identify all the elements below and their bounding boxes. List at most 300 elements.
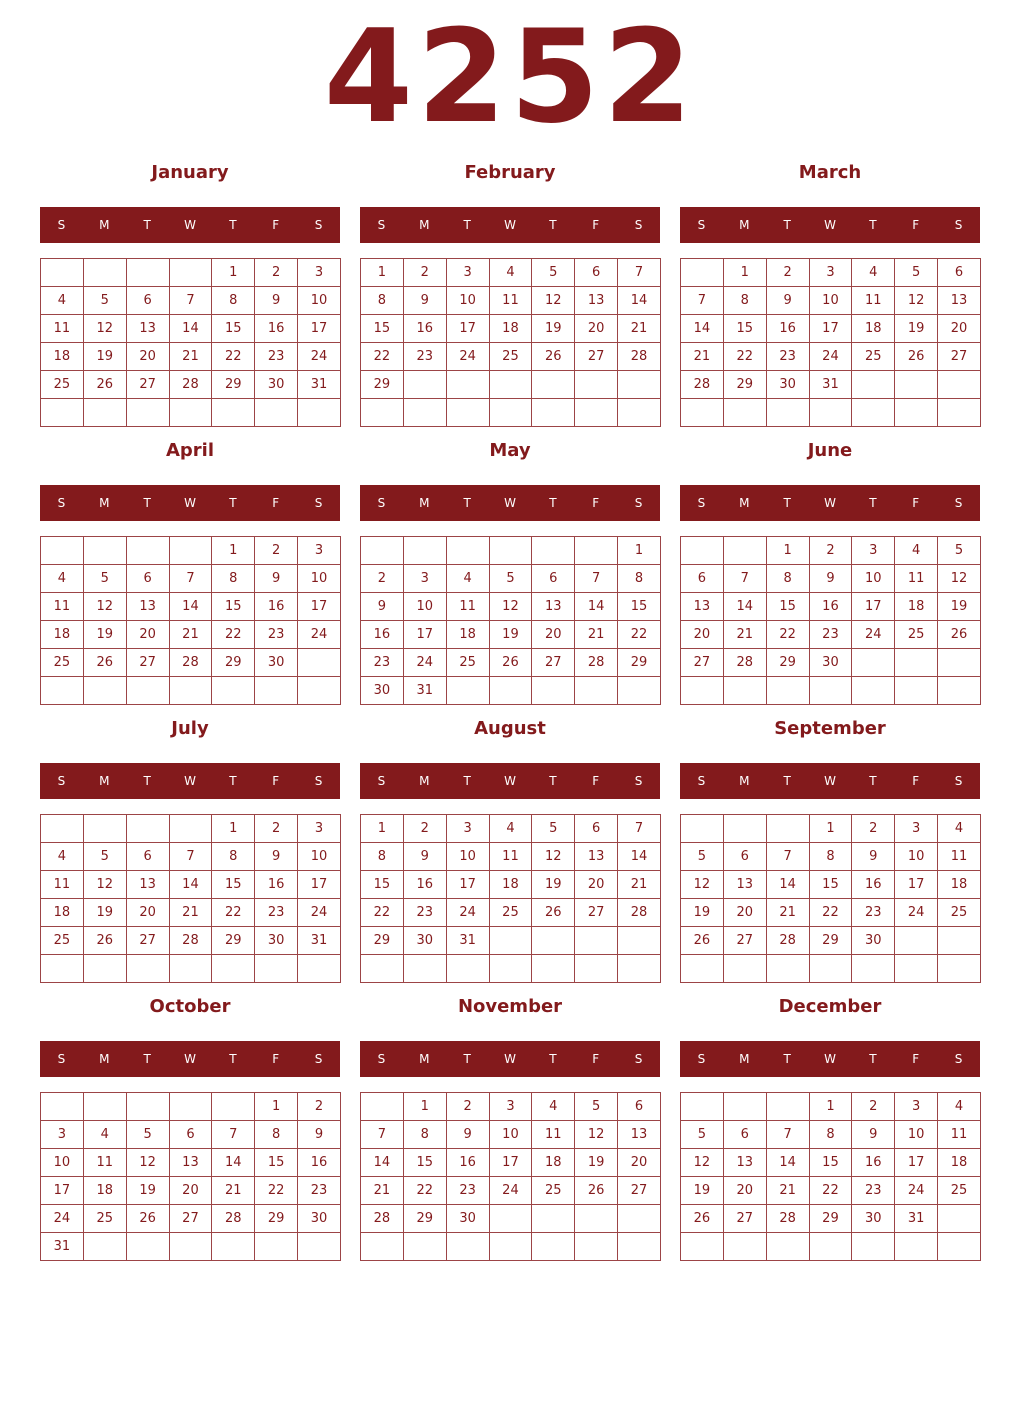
empty-cell xyxy=(212,399,255,427)
week-row xyxy=(361,815,661,843)
day-grid xyxy=(680,814,981,983)
day-cell: 13 xyxy=(126,315,169,343)
day-cell: 30 xyxy=(766,371,809,399)
day-cell: 17 xyxy=(298,593,341,621)
weekday-label: F xyxy=(912,1052,920,1066)
day-cell: 8 xyxy=(212,287,255,315)
week-row xyxy=(681,371,981,399)
day-cell: 16 xyxy=(852,1149,895,1177)
week-row xyxy=(361,537,661,565)
week-row xyxy=(361,1177,661,1205)
week-row xyxy=(361,927,661,955)
empty-cell xyxy=(446,1233,489,1261)
day-cell: 4 xyxy=(41,843,84,871)
empty-cell xyxy=(169,1233,212,1261)
month-february xyxy=(360,158,660,427)
week-row xyxy=(41,565,341,593)
day-cell: 1 xyxy=(361,815,404,843)
day-cell: 2 xyxy=(255,537,298,565)
week-row xyxy=(41,621,341,649)
empty-cell xyxy=(489,927,532,955)
day-cell: 17 xyxy=(852,593,895,621)
day-cell: 11 xyxy=(489,843,532,871)
day-cell: 28 xyxy=(618,899,661,927)
day-cell: 11 xyxy=(938,843,981,871)
day-cell: 9 xyxy=(403,287,446,315)
week-row xyxy=(361,565,661,593)
week-row xyxy=(41,315,341,343)
empty-cell xyxy=(126,537,169,565)
day-cell: 20 xyxy=(618,1149,661,1177)
weekday-label: T xyxy=(549,218,557,232)
day-cell: 26 xyxy=(575,1177,618,1205)
day-cell: 2 xyxy=(255,259,298,287)
day-cell: 23 xyxy=(766,343,809,371)
week-row xyxy=(361,899,661,927)
month-name: September xyxy=(774,718,886,739)
empty-cell xyxy=(938,649,981,677)
weekday-label: S xyxy=(314,1052,323,1066)
weekday-label: T xyxy=(229,218,237,232)
day-cell: 20 xyxy=(126,343,169,371)
weekday-label: F xyxy=(912,496,920,510)
day-cell: 10 xyxy=(809,287,852,315)
weekday-label: S xyxy=(954,774,963,788)
day-cell: 26 xyxy=(83,649,126,677)
day-cell: 18 xyxy=(446,621,489,649)
day-cell: 30 xyxy=(255,927,298,955)
empty-cell xyxy=(938,399,981,427)
empty-cell xyxy=(83,1233,126,1261)
day-cell: 19 xyxy=(532,315,575,343)
week-row xyxy=(361,871,661,899)
day-cell: 15 xyxy=(361,871,404,899)
day-cell: 3 xyxy=(852,537,895,565)
day-cell: 14 xyxy=(169,315,212,343)
day-cell: 8 xyxy=(618,565,661,593)
empty-cell xyxy=(575,1205,618,1233)
day-cell: 19 xyxy=(83,899,126,927)
empty-cell xyxy=(766,1233,809,1261)
day-cell: 6 xyxy=(126,287,169,315)
week-row xyxy=(681,1205,981,1233)
day-cell: 1 xyxy=(212,537,255,565)
day-cell: 18 xyxy=(489,315,532,343)
day-cell: 1 xyxy=(809,1093,852,1121)
day-cell: 23 xyxy=(852,899,895,927)
weekday-label: M xyxy=(99,774,110,788)
day-cell: 8 xyxy=(212,843,255,871)
day-cell: 22 xyxy=(361,899,404,927)
empty-cell xyxy=(618,927,661,955)
day-cell: 13 xyxy=(575,843,618,871)
week-row xyxy=(681,621,981,649)
empty-cell xyxy=(41,259,84,287)
day-cell: 20 xyxy=(938,315,981,343)
week-row xyxy=(41,371,341,399)
week-row xyxy=(41,343,341,371)
day-cell: 2 xyxy=(446,1093,489,1121)
week-row xyxy=(41,259,341,287)
day-cell: 16 xyxy=(852,871,895,899)
week-row xyxy=(361,677,661,705)
week-row xyxy=(681,1233,981,1261)
day-cell: 10 xyxy=(41,1149,84,1177)
empty-cell xyxy=(852,371,895,399)
day-cell: 27 xyxy=(532,649,575,677)
empty-cell xyxy=(532,399,575,427)
day-cell: 26 xyxy=(681,927,724,955)
month-january xyxy=(40,158,340,427)
empty-cell xyxy=(169,259,212,287)
week-row xyxy=(681,955,981,983)
day-cell: 8 xyxy=(361,287,404,315)
day-cell: 5 xyxy=(532,259,575,287)
day-cell: 15 xyxy=(403,1149,446,1177)
weekday-header xyxy=(680,1041,980,1077)
day-cell: 25 xyxy=(489,899,532,927)
day-cell: 22 xyxy=(618,621,661,649)
empty-cell xyxy=(938,677,981,705)
weekday-label: F xyxy=(912,218,920,232)
week-row xyxy=(361,343,661,371)
day-grid xyxy=(40,258,341,427)
day-cell: 5 xyxy=(532,815,575,843)
empty-cell xyxy=(255,399,298,427)
day-cell: 6 xyxy=(126,565,169,593)
day-cell: 12 xyxy=(532,843,575,871)
day-cell: 6 xyxy=(169,1121,212,1149)
day-cell: 4 xyxy=(83,1121,126,1149)
weekday-label: T xyxy=(869,496,877,510)
day-cell: 27 xyxy=(126,649,169,677)
day-cell: 9 xyxy=(852,843,895,871)
weekday-label: S xyxy=(57,1052,66,1066)
day-cell: 28 xyxy=(169,649,212,677)
day-cell: 21 xyxy=(169,343,212,371)
month-july xyxy=(40,714,340,983)
weekday-header xyxy=(360,207,660,243)
empty-cell xyxy=(212,677,255,705)
empty-cell xyxy=(41,815,84,843)
day-cell: 12 xyxy=(83,871,126,899)
day-cell: 25 xyxy=(895,621,938,649)
day-cell: 14 xyxy=(169,593,212,621)
day-cell: 10 xyxy=(489,1121,532,1149)
day-cell: 29 xyxy=(255,1205,298,1233)
day-cell: 13 xyxy=(938,287,981,315)
day-cell: 11 xyxy=(41,871,84,899)
weekday-label: W xyxy=(504,496,516,510)
empty-cell xyxy=(403,955,446,983)
day-cell: 13 xyxy=(126,593,169,621)
day-cell: 1 xyxy=(255,1093,298,1121)
day-cell: 12 xyxy=(575,1121,618,1149)
weekday-label: M xyxy=(739,496,750,510)
day-cell: 11 xyxy=(83,1149,126,1177)
day-cell: 28 xyxy=(169,371,212,399)
day-cell: 22 xyxy=(809,1177,852,1205)
day-cell: 23 xyxy=(255,343,298,371)
weekday-label: S xyxy=(377,218,386,232)
day-cell: 2 xyxy=(809,537,852,565)
empty-cell xyxy=(895,677,938,705)
empty-cell xyxy=(809,1233,852,1261)
day-cell: 7 xyxy=(169,565,212,593)
empty-cell xyxy=(723,537,766,565)
day-grid xyxy=(360,536,661,705)
day-cell: 28 xyxy=(169,927,212,955)
empty-cell xyxy=(446,537,489,565)
empty-cell xyxy=(575,537,618,565)
day-grid xyxy=(360,1092,661,1261)
day-cell: 12 xyxy=(489,593,532,621)
day-cell: 13 xyxy=(681,593,724,621)
day-cell: 3 xyxy=(403,565,446,593)
empty-cell xyxy=(895,1233,938,1261)
weekday-label: S xyxy=(697,774,706,788)
empty-cell xyxy=(169,537,212,565)
month-september xyxy=(680,714,980,983)
day-cell: 19 xyxy=(126,1177,169,1205)
day-cell: 30 xyxy=(852,1205,895,1233)
month-june xyxy=(680,436,980,705)
weekday-label: M xyxy=(419,218,430,232)
empty-cell xyxy=(489,1233,532,1261)
empty-cell xyxy=(126,259,169,287)
day-cell: 28 xyxy=(212,1205,255,1233)
day-cell: 22 xyxy=(212,621,255,649)
day-cell: 3 xyxy=(298,537,341,565)
weekday-header xyxy=(360,763,660,799)
week-row xyxy=(41,843,341,871)
day-cell: 6 xyxy=(681,565,724,593)
empty-cell xyxy=(809,399,852,427)
weekday-label: M xyxy=(739,774,750,788)
empty-cell xyxy=(83,259,126,287)
weekday-header xyxy=(360,1041,660,1077)
month-name: December xyxy=(778,996,882,1017)
weekday-label: M xyxy=(739,1052,750,1066)
day-cell: 24 xyxy=(489,1177,532,1205)
empty-cell xyxy=(681,1093,724,1121)
day-cell: 26 xyxy=(532,899,575,927)
day-cell: 8 xyxy=(809,1121,852,1149)
empty-cell xyxy=(83,1093,126,1121)
day-cell: 9 xyxy=(298,1121,341,1149)
day-cell: 14 xyxy=(618,287,661,315)
day-cell: 19 xyxy=(532,871,575,899)
week-row xyxy=(361,593,661,621)
weekday-header xyxy=(40,485,340,521)
weekday-label: W xyxy=(824,774,836,788)
day-cell: 24 xyxy=(298,343,341,371)
weekday-label: T xyxy=(229,774,237,788)
day-cell: 29 xyxy=(361,927,404,955)
day-cell: 18 xyxy=(532,1149,575,1177)
day-cell: 8 xyxy=(723,287,766,315)
week-row xyxy=(681,899,981,927)
empty-cell xyxy=(169,399,212,427)
day-cell: 26 xyxy=(83,371,126,399)
weekday-label: M xyxy=(99,496,110,510)
day-cell: 19 xyxy=(895,315,938,343)
week-row xyxy=(41,1093,341,1121)
day-cell: 24 xyxy=(895,899,938,927)
week-row xyxy=(681,649,981,677)
day-cell: 16 xyxy=(403,871,446,899)
empty-cell xyxy=(41,1093,84,1121)
empty-cell xyxy=(723,399,766,427)
weekday-label: F xyxy=(592,496,600,510)
weekday-label: T xyxy=(463,218,471,232)
day-cell: 23 xyxy=(298,1177,341,1205)
day-cell: 20 xyxy=(681,621,724,649)
day-cell: 23 xyxy=(255,899,298,927)
day-cell: 10 xyxy=(298,843,341,871)
day-cell: 3 xyxy=(298,815,341,843)
empty-cell xyxy=(83,677,126,705)
week-row xyxy=(41,1233,341,1261)
day-cell: 29 xyxy=(809,927,852,955)
day-cell: 22 xyxy=(403,1177,446,1205)
day-cell: 25 xyxy=(938,1177,981,1205)
day-cell: 16 xyxy=(766,315,809,343)
day-grid xyxy=(40,1092,341,1261)
day-cell: 24 xyxy=(895,1177,938,1205)
day-grid xyxy=(360,814,661,983)
day-cell: 17 xyxy=(446,871,489,899)
month-name: January xyxy=(151,162,229,183)
day-cell: 5 xyxy=(126,1121,169,1149)
empty-cell xyxy=(126,677,169,705)
day-cell: 27 xyxy=(126,927,169,955)
day-cell: 16 xyxy=(255,593,298,621)
day-cell: 27 xyxy=(126,371,169,399)
day-cell: 1 xyxy=(809,815,852,843)
month-august xyxy=(360,714,660,983)
day-cell: 31 xyxy=(403,677,446,705)
day-grid xyxy=(40,536,341,705)
week-row xyxy=(361,843,661,871)
day-cell: 2 xyxy=(298,1093,341,1121)
day-cell: 12 xyxy=(532,287,575,315)
month-name: July xyxy=(171,718,209,739)
day-cell: 18 xyxy=(895,593,938,621)
empty-cell xyxy=(575,927,618,955)
day-cell: 11 xyxy=(446,593,489,621)
weekday-label: W xyxy=(504,218,516,232)
day-cell: 21 xyxy=(681,343,724,371)
week-row xyxy=(681,343,981,371)
day-cell: 8 xyxy=(212,565,255,593)
day-cell: 21 xyxy=(212,1177,255,1205)
day-cell: 4 xyxy=(446,565,489,593)
week-row xyxy=(41,537,341,565)
day-cell: 4 xyxy=(489,815,532,843)
day-cell: 25 xyxy=(83,1205,126,1233)
week-row xyxy=(681,843,981,871)
weekday-label: S xyxy=(314,774,323,788)
day-cell: 29 xyxy=(403,1205,446,1233)
day-cell: 4 xyxy=(41,287,84,315)
empty-cell xyxy=(361,1233,404,1261)
empty-cell xyxy=(618,1233,661,1261)
weekday-label: T xyxy=(229,496,237,510)
day-cell: 17 xyxy=(446,315,489,343)
empty-cell xyxy=(489,677,532,705)
day-cell: 1 xyxy=(212,259,255,287)
empty-cell xyxy=(766,399,809,427)
weekday-label: S xyxy=(377,774,386,788)
day-cell: 21 xyxy=(618,871,661,899)
day-cell: 21 xyxy=(766,899,809,927)
day-cell: 24 xyxy=(298,899,341,927)
day-cell: 2 xyxy=(852,1093,895,1121)
day-cell: 1 xyxy=(766,537,809,565)
empty-cell xyxy=(766,677,809,705)
empty-cell xyxy=(618,371,661,399)
day-cell: 17 xyxy=(895,1149,938,1177)
month-name: April xyxy=(165,440,215,461)
day-cell: 26 xyxy=(532,343,575,371)
day-cell: 21 xyxy=(618,315,661,343)
day-cell: 2 xyxy=(766,259,809,287)
empty-cell xyxy=(575,371,618,399)
empty-cell xyxy=(723,815,766,843)
day-cell: 15 xyxy=(723,315,766,343)
empty-cell xyxy=(532,537,575,565)
day-cell: 3 xyxy=(489,1093,532,1121)
day-cell: 4 xyxy=(895,537,938,565)
day-cell: 27 xyxy=(938,343,981,371)
day-cell: 23 xyxy=(255,621,298,649)
weekday-label: S xyxy=(314,496,323,510)
day-cell: 25 xyxy=(938,899,981,927)
day-cell: 16 xyxy=(446,1149,489,1177)
day-cell: 19 xyxy=(575,1149,618,1177)
day-cell: 30 xyxy=(403,927,446,955)
weekday-label: S xyxy=(954,496,963,510)
weekday-label: F xyxy=(592,218,600,232)
weekday-label: S xyxy=(377,1052,386,1066)
day-cell: 7 xyxy=(618,259,661,287)
day-cell: 12 xyxy=(895,287,938,315)
empty-cell xyxy=(575,955,618,983)
weekday-label: T xyxy=(869,218,877,232)
day-cell: 12 xyxy=(83,315,126,343)
week-row xyxy=(41,1149,341,1177)
empty-cell xyxy=(489,955,532,983)
day-cell: 25 xyxy=(489,343,532,371)
empty-cell xyxy=(489,399,532,427)
day-cell: 22 xyxy=(255,1177,298,1205)
day-cell: 7 xyxy=(766,843,809,871)
day-cell: 29 xyxy=(212,371,255,399)
day-cell: 23 xyxy=(809,621,852,649)
day-cell: 9 xyxy=(255,287,298,315)
empty-cell xyxy=(361,955,404,983)
week-row xyxy=(681,287,981,315)
weekday-label: S xyxy=(314,218,323,232)
day-cell: 24 xyxy=(446,343,489,371)
week-row xyxy=(681,593,981,621)
weekday-label: W xyxy=(824,496,836,510)
empty-cell xyxy=(403,371,446,399)
day-cell: 18 xyxy=(938,871,981,899)
day-cell: 14 xyxy=(766,1149,809,1177)
day-cell: 1 xyxy=(403,1093,446,1121)
